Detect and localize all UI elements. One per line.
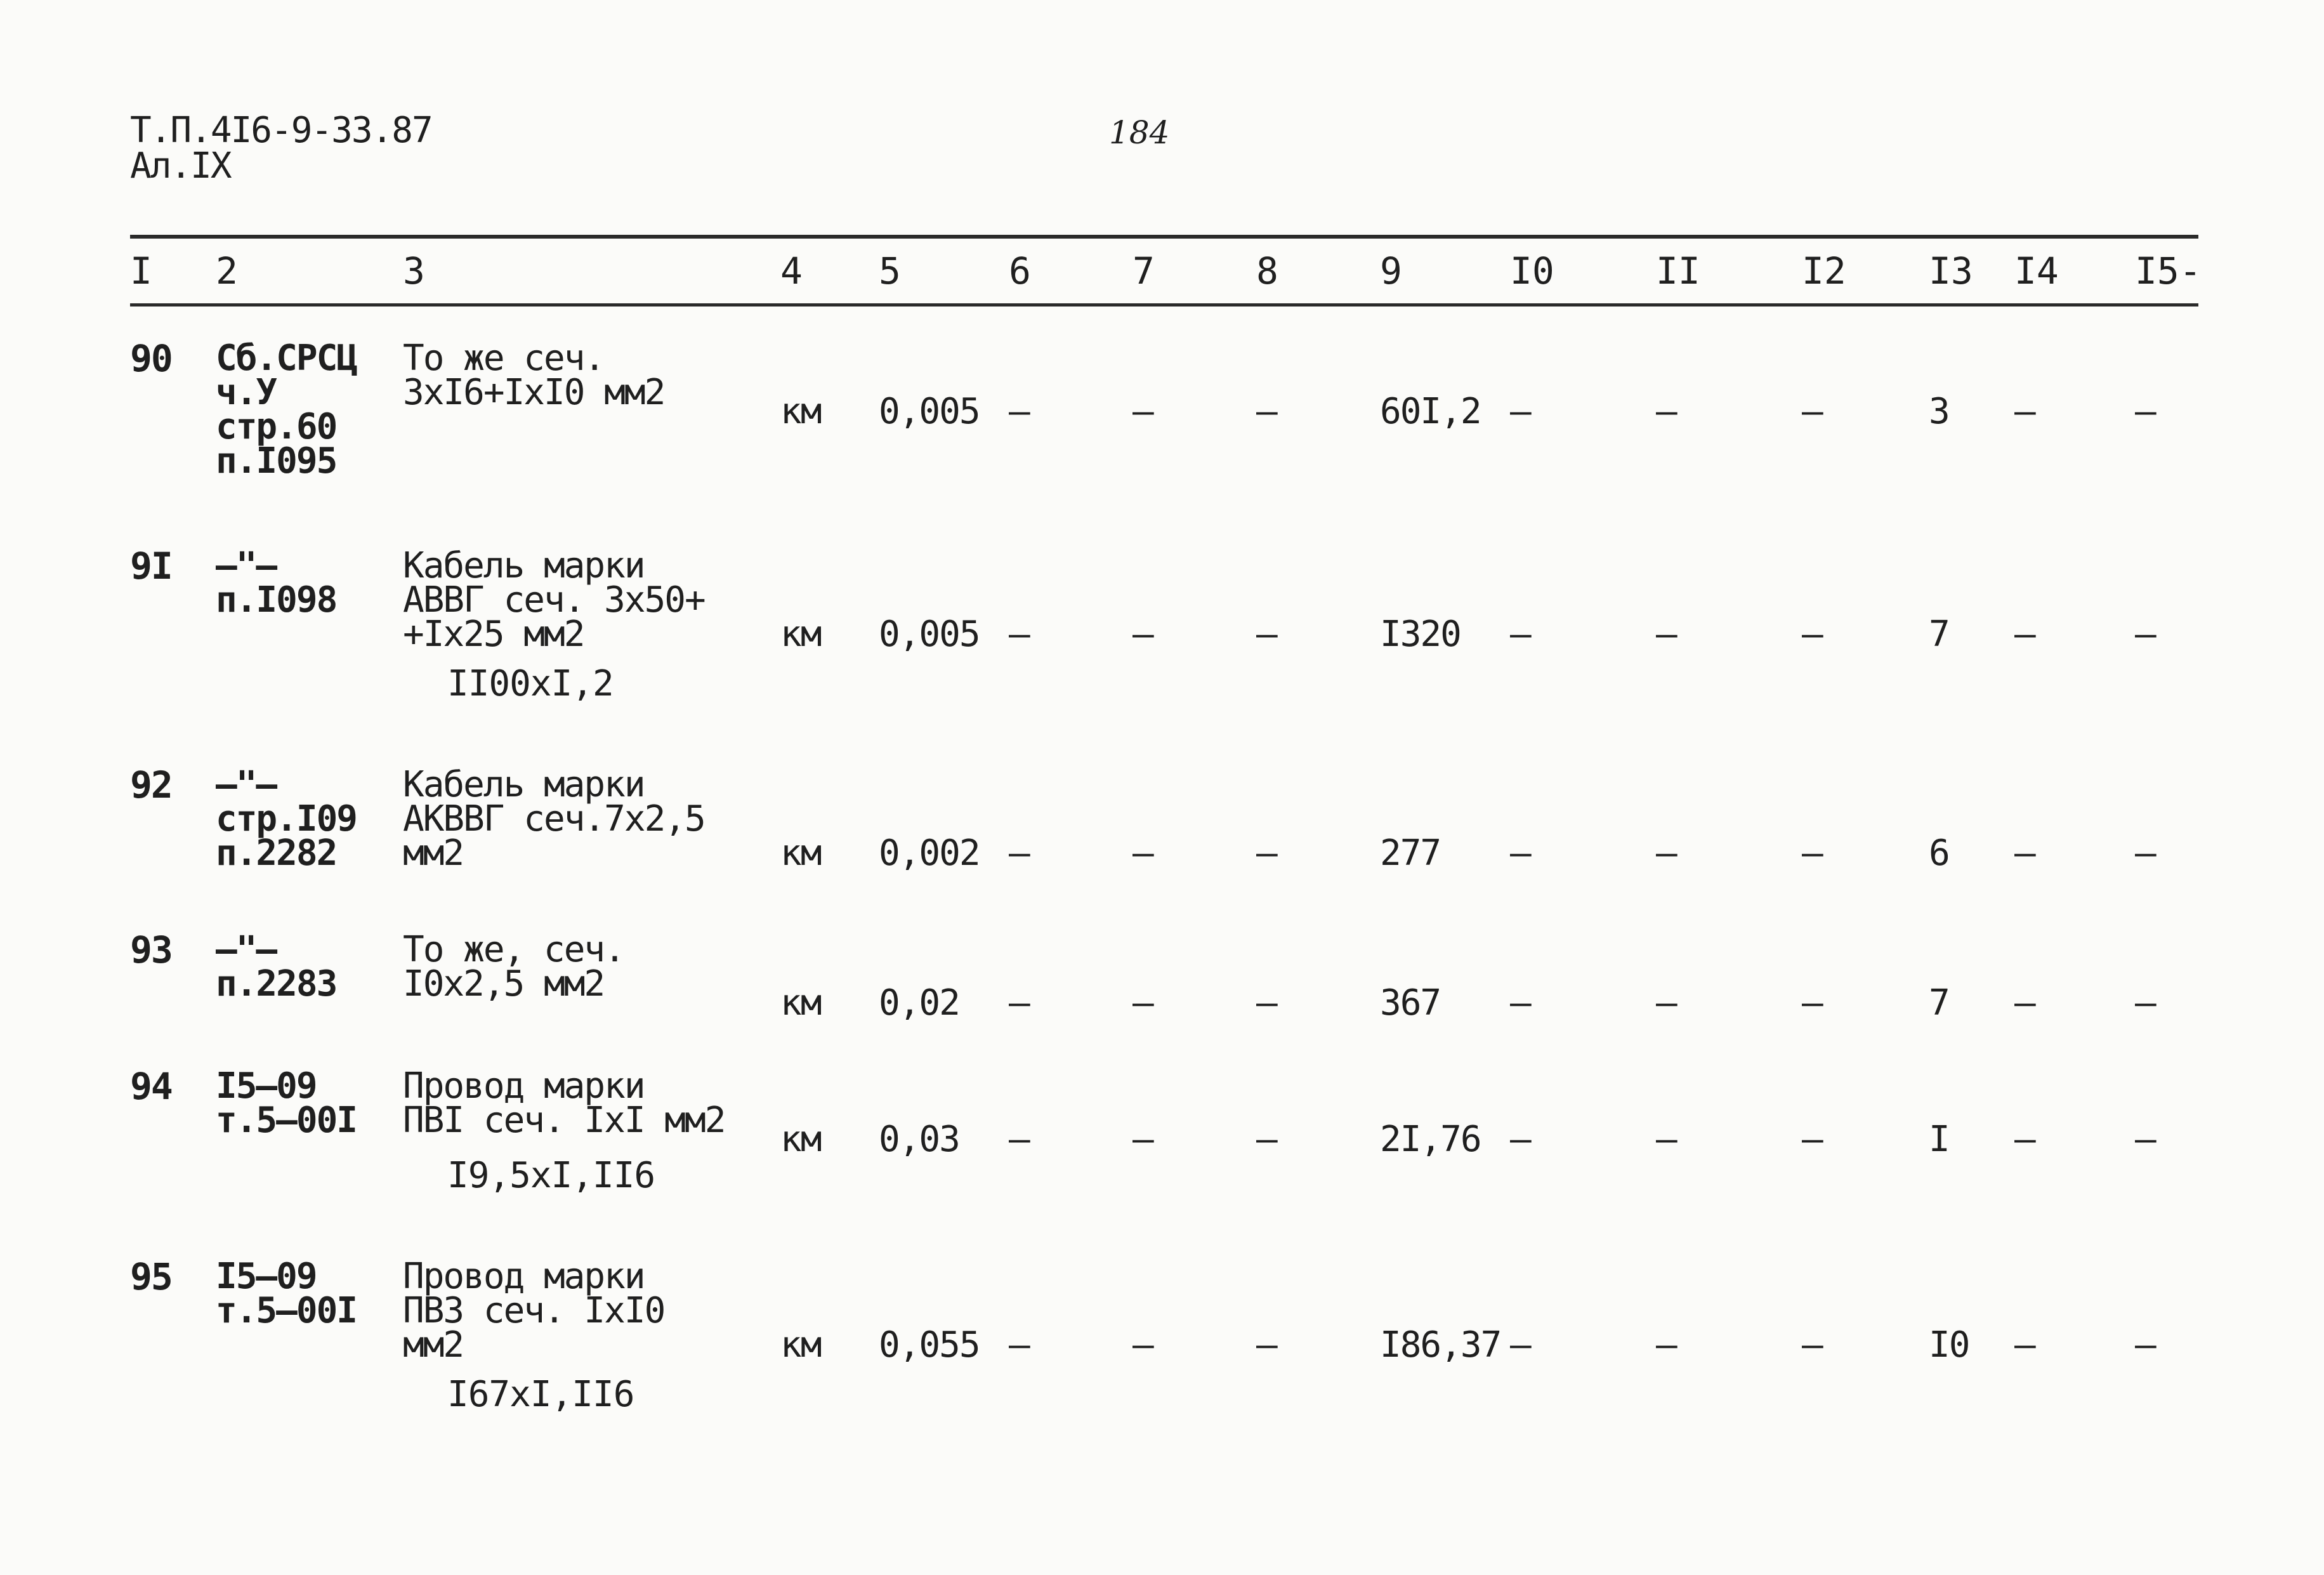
row-value-col-10: – [1510, 1119, 1530, 1160]
row-description: АКВВГ сеч.7х2,5 [403, 798, 705, 840]
row-reference: Сб.СРСЦ [216, 338, 357, 379]
row-value-col-8: – [1256, 833, 1277, 874]
row-value-col-15: – [2135, 833, 2155, 874]
row-value-col-11: – [1656, 982, 1676, 1024]
row-value-col-15: – [2135, 1119, 2155, 1160]
row-unit: км [780, 982, 821, 1024]
row-value-col-8: – [1256, 1119, 1277, 1160]
row-number: 93 [130, 928, 172, 972]
row-reference: п.I095 [216, 440, 337, 482]
column-header-7: 7 [1132, 249, 1155, 293]
row-value-col-14: – [2014, 833, 2035, 874]
row-value-col-8: – [1256, 614, 1277, 655]
row-unit: км [780, 1324, 821, 1366]
row-value-col-5: 0,055 [879, 1324, 980, 1366]
column-header-3: 3 [403, 249, 425, 293]
row-description: Кабель марки [403, 545, 645, 586]
row-reference: ч.У [216, 372, 277, 413]
column-header-9: 9 [1380, 249, 1402, 293]
row-reference: т.5–00I [216, 1100, 357, 1141]
row-value-col-12: – [1802, 1324, 1822, 1366]
row-number: 94 [130, 1065, 172, 1108]
column-header-12: I2 [1802, 249, 1846, 293]
row-value-col-6: – [1009, 391, 1029, 432]
column-header-1: I [130, 249, 152, 293]
row-description: Кабель марки [403, 764, 645, 805]
row-value-col-15: – [2135, 1324, 2155, 1366]
row-description: мм2 [403, 833, 464, 874]
row-reference: стр.60 [216, 406, 337, 447]
row-value-col-15: – [2135, 614, 2155, 655]
row-unit: км [780, 391, 821, 432]
row-reference: I5–09 [216, 1065, 317, 1107]
row-value-col-11: – [1656, 833, 1676, 874]
row-value-col-5: 0,005 [879, 614, 980, 655]
row-value-col-7: – [1132, 614, 1153, 655]
row-value-col-14: – [2014, 614, 2035, 655]
row-value-col-10: – [1510, 833, 1530, 874]
row-value-col-5: 0,002 [879, 833, 980, 874]
row-description: ПВ3 сеч. IхI0 [403, 1290, 665, 1331]
row-description: +Iх25 мм2 [403, 614, 584, 655]
row-value-col-7: – [1132, 1324, 1153, 1366]
row-value-col-7: – [1132, 982, 1153, 1024]
row-value-col-6: – [1009, 833, 1029, 874]
row-reference: п.I098 [216, 579, 337, 621]
row-value-col-9: 60I,2 [1380, 391, 1481, 432]
row-value-col-11: – [1656, 1119, 1676, 1160]
row-calculation-note: II00хI,2 [447, 663, 614, 704]
row-value-col-8: – [1256, 1324, 1277, 1366]
row-number: 95 [130, 1255, 172, 1298]
row-value-col-10: – [1510, 614, 1530, 655]
row-reference: –"– [216, 929, 277, 970]
table-header-rule [130, 303, 2198, 306]
row-unit: км [780, 614, 821, 655]
row-value-col-9: 2I,76 [1380, 1119, 1481, 1160]
row-calculation-note: I67хI,II6 [447, 1374, 634, 1415]
row-value-col-9: 277 [1380, 833, 1441, 874]
row-value-col-13: 6 [1929, 833, 1949, 874]
row-value-col-6: – [1009, 1119, 1029, 1160]
row-value-col-11: – [1656, 614, 1676, 655]
row-value-col-15: – [2135, 391, 2155, 432]
row-value-col-14: – [2014, 391, 2035, 432]
column-header-6: 6 [1009, 249, 1031, 293]
row-description: То же, сеч. [403, 929, 624, 970]
column-header-5: 5 [879, 249, 901, 293]
row-value-col-7: – [1132, 1119, 1153, 1160]
column-header-13: I3 [1929, 249, 1973, 293]
row-value-col-6: – [1009, 614, 1029, 655]
row-value-col-13: 3 [1929, 391, 1949, 432]
table-top-rule [130, 235, 2198, 239]
row-reference: –"– [216, 545, 277, 586]
row-value-col-6: – [1009, 982, 1029, 1024]
row-unit: км [780, 833, 821, 874]
row-value-col-14: – [2014, 982, 2035, 1024]
row-value-col-5: 0,02 [879, 982, 959, 1024]
row-value-col-11: – [1656, 1324, 1676, 1366]
row-value-col-10: – [1510, 391, 1530, 432]
row-description: То же сеч. [403, 338, 605, 379]
row-value-col-7: – [1132, 391, 1153, 432]
row-value-col-13: 7 [1929, 982, 1949, 1024]
row-value-col-8: – [1256, 391, 1277, 432]
row-description: мм2 [403, 1324, 464, 1366]
row-value-col-6: – [1009, 1324, 1029, 1366]
row-value-col-8: – [1256, 982, 1277, 1024]
row-reference: стр.I09 [216, 798, 357, 840]
row-value-col-14: – [2014, 1119, 2035, 1160]
column-header-10: I0 [1510, 249, 1554, 293]
row-value-col-15: – [2135, 982, 2155, 1024]
row-value-col-14: – [2014, 1324, 2035, 1366]
row-reference: I5–09 [216, 1256, 317, 1297]
column-header-15: I5- [2135, 249, 2202, 293]
row-value-col-13: I [1929, 1119, 1949, 1160]
row-value-col-13: I0 [1929, 1324, 1969, 1366]
column-header-2: 2 [216, 249, 238, 293]
row-value-col-5: 0,005 [879, 391, 980, 432]
row-value-col-12: – [1802, 833, 1822, 874]
row-description: Провод марки [403, 1065, 645, 1107]
row-calculation-note: I9,5хI,II6 [447, 1155, 655, 1196]
row-number: 92 [130, 763, 172, 807]
row-value-col-9: I320 [1380, 614, 1461, 655]
row-description: АВВГ сеч. 3х50+ [403, 579, 705, 621]
row-number: 9I [130, 544, 172, 588]
row-value-col-10: – [1510, 982, 1530, 1024]
column-header-4: 4 [780, 249, 803, 293]
row-value-col-9: I86,37 [1380, 1324, 1501, 1366]
column-header-14: I4 [2014, 249, 2059, 293]
row-value-col-13: 7 [1929, 614, 1949, 655]
row-value-col-12: – [1802, 1119, 1822, 1160]
column-header-11: II [1656, 249, 1700, 293]
row-value-col-5: 0,03 [879, 1119, 959, 1160]
row-value-col-10: – [1510, 1324, 1530, 1366]
row-reference: т.5–00I [216, 1290, 357, 1331]
row-value-col-12: – [1802, 614, 1822, 655]
column-header-8: 8 [1256, 249, 1278, 293]
row-description: 3хI6+IхI0 мм2 [403, 372, 665, 413]
document-code: Т.П.4I6-9-33.87 Ал.IX [130, 110, 432, 187]
row-value-col-11: – [1656, 391, 1676, 432]
row-value-col-12: – [1802, 982, 1822, 1024]
row-value-col-12: – [1802, 391, 1822, 432]
row-reference: п.2282 [216, 833, 337, 874]
row-reference: п.2283 [216, 963, 337, 1005]
row-unit: км [780, 1119, 821, 1160]
row-number: 90 [130, 337, 172, 380]
row-description: Провод марки [403, 1256, 645, 1297]
row-reference: –"– [216, 764, 277, 805]
row-value-col-9: 367 [1380, 982, 1441, 1024]
row-description: I0х2,5 мм2 [403, 963, 605, 1005]
row-value-col-7: – [1132, 833, 1153, 874]
page-number: 184 [1109, 114, 1170, 151]
row-description: ПВI сеч. IхI мм2 [403, 1100, 725, 1141]
